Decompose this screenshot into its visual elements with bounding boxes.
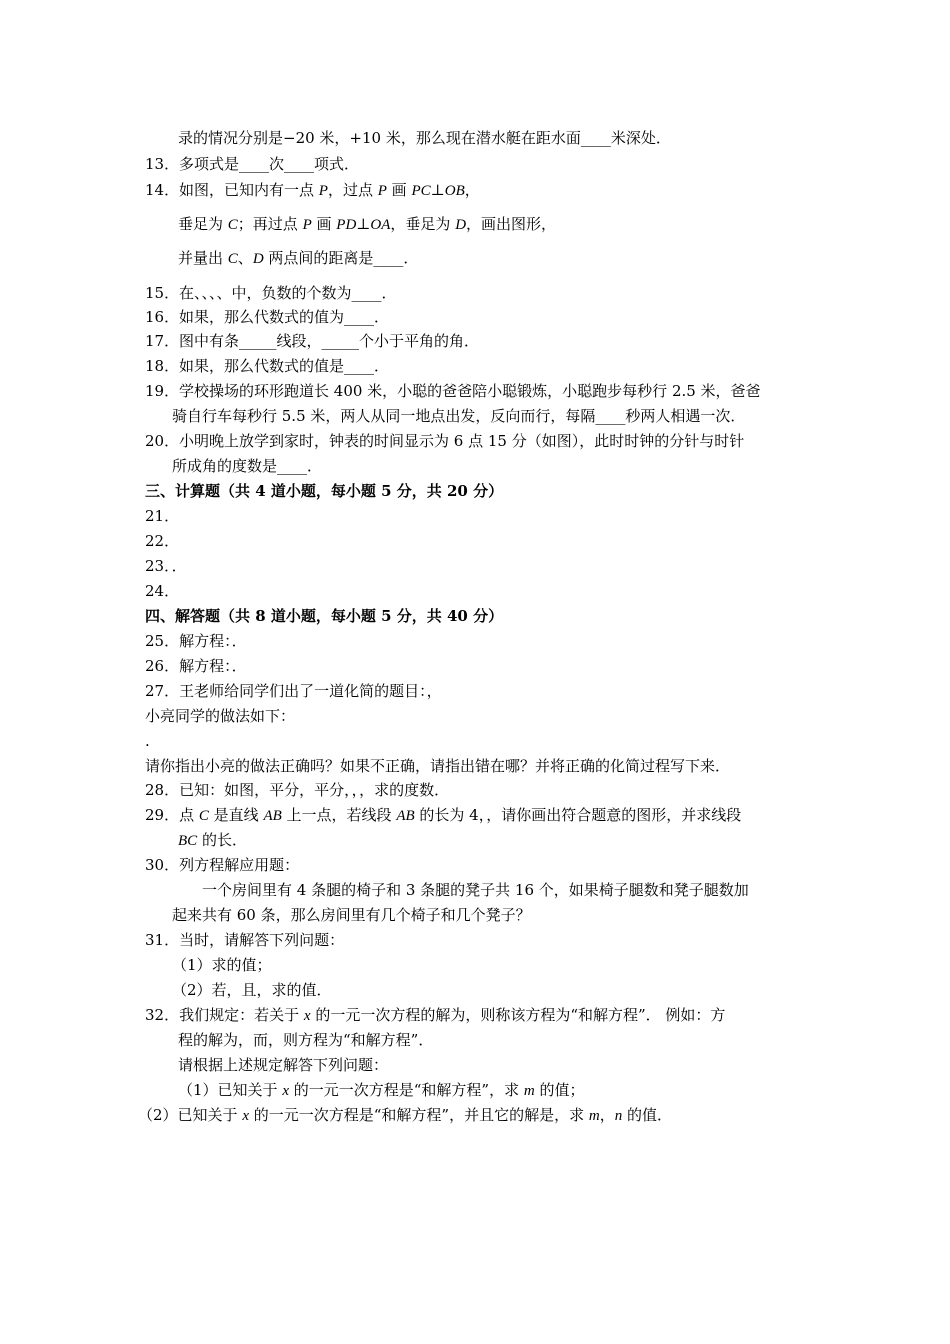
question-14: 14．如图，已知内有一点 P，过点 P 画 PC⊥OB， — [145, 181, 480, 199]
question-22: 22． — [145, 532, 180, 550]
section-4-heading: 四、解答题（共 8 道小题，每小题 5 分，共 40 分） — [145, 607, 504, 625]
question-25: 25．解方程：． — [145, 632, 247, 650]
question-27-line-2: 小亮同学的做法如下： — [145, 707, 296, 725]
question-32: 32．我们规定：若关于 x 的一元一次方程的解为，则称该方程为“和解方程”． 例如：方 — [145, 1006, 726, 1024]
question-14-line-2: 垂足为 C；再过点 P 画 PD⊥OA，垂足为 D，画出图形， — [178, 215, 557, 233]
question-24: 24． — [145, 582, 180, 600]
question-23: 23．． — [145, 557, 187, 575]
question-20: 20．小明晚上放学到家时，钟表的时间显示为 6 点 15 分（如图），此时时钟的分针与时针 — [145, 432, 745, 450]
question-29: 29．点 C 是直线 AB 上一点，若线段 AB 的长为 4，，请你画出符合题意的图形，并求线段 — [145, 806, 742, 824]
question-27-line-4: 请你指出小亮的做法正确吗？如果不正确，请指出错在哪？并将正确的化简过程写下来． — [145, 757, 731, 775]
section-3-heading: 三、计算题（共 4 道小题，每小题 5 分，共 20 分） — [145, 482, 504, 500]
question-17: 17．图中有条_____线段，_____个小于平角的角． — [145, 332, 480, 350]
question-31-part-1: （1）求的值； — [172, 956, 272, 974]
question-27: 27．王老师给同学们出了一道化简的题目：， — [145, 682, 442, 700]
question-19-line-2: 骑自行车每秒行 5.5 米，两人从同一地点出发，反向而行，每隔____秒两人相遇一次． — [172, 407, 746, 425]
q12-continuation: 录的情况分别是−20 米，+10 米，那么现在潜水艇在距水面____米深处． — [178, 129, 671, 147]
question-15: 15．在、、、、中，负数的个数为____． — [145, 284, 397, 302]
question-18: 18．如果，那么代数式的值是____． — [145, 357, 390, 375]
question-32-part-2: （2）已知关于 x 的一元一次方程是“和解方程”，并且它的解是，求 m，n 的值． — [138, 1106, 673, 1124]
question-30-line-2: 一个房间里有 4 条腿的椅子和 3 条腿的凳子共 16 个，如果椅子腿数和凳子腿数加 — [202, 881, 749, 899]
question-30: 30．列方程解应用题： — [145, 856, 300, 874]
question-26: 26．解方程：． — [145, 657, 247, 675]
question-32-line-2: 程的解为，而，则方程为“和解方程”． — [178, 1031, 434, 1049]
question-20-line-2: 所成角的度数是____． — [172, 457, 323, 475]
question-28: 28．已知：如图，平分，平分，，，求的度数． — [145, 781, 450, 799]
question-19: 19．学校操场的环形跑道长 400 米，小聪的爸爸陪小聪锻炼，小聪跑步每秒行 2.5 米，爸爸 — [145, 382, 761, 400]
question-13: 13．多项式是____次____项式． — [145, 155, 360, 173]
question-31: 31．当时，请解答下列问题： — [145, 931, 345, 949]
question-27-line-3: . — [145, 732, 150, 750]
question-30-line-3: 起来共有 60 条，那么房间里有几个椅子和几个凳子？ — [172, 906, 531, 924]
question-32-line-3: 请根据上述规定解答下列问题： — [178, 1056, 389, 1074]
question-32-part-1: （1）已知关于 x 的一元一次方程是“和解方程”，求 m 的值； — [178, 1081, 585, 1099]
question-31-part-2: （2）若，且，求的值． — [172, 981, 332, 999]
question-29-line-2: BC 的长． — [178, 831, 247, 849]
question-14-line-3: 并量出 C、D 两点间的距离是____． — [178, 249, 419, 267]
question-16: 16．如果，那么代数式的值为____． — [145, 308, 390, 326]
question-21: 21． — [145, 507, 180, 525]
